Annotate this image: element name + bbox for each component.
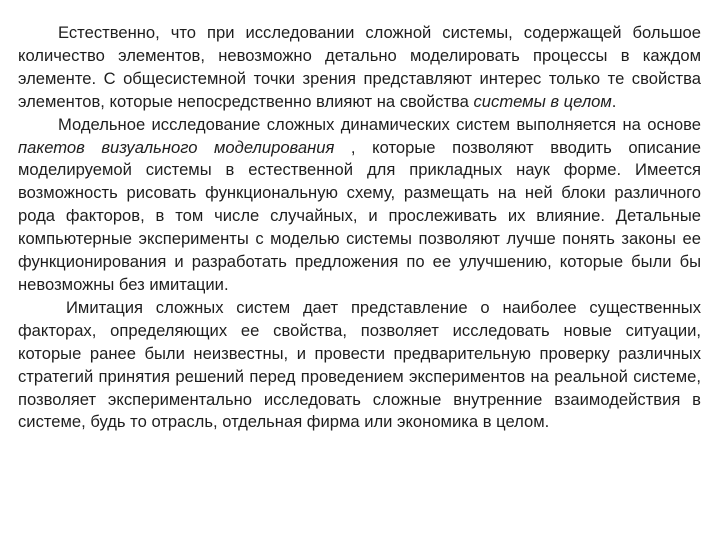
paragraph-1-end: . bbox=[611, 91, 617, 111]
paragraph-2 bbox=[18, 114, 701, 297]
paragraph-3 bbox=[18, 297, 701, 434]
paragraph-2-text-start: Модельное исследование сложных динамических систем выполняется на основе bbox=[58, 114, 701, 134]
paragraph-1-emphasis: системы в целом bbox=[473, 91, 612, 111]
paragraph-1 bbox=[18, 22, 701, 114]
paragraph-2-text-end: , которые позволяют вводить описание моделируемой системы в естественной для прикладных наук форме. Имеется возможность рисовать функциональную схему, размещать на ней блоки различного рода факторов, в том числе случайных, и прослеживать их влияние. Детальные компьютерные эксперименты с моделью системы позволяют лучше понять законы ее функционирования и разработать предложения по ее улучшению, которые были бы невозможны без имитации. bbox=[18, 137, 701, 294]
document-page bbox=[18, 22, 701, 434]
paragraph-1-text: Естественно, что при исследовании сложной системы, содержащей большое количество элементов, невозможно детально моделировать процессы в каждом элементе. С общесистемной точки зрения представляют интерес только те свойства элементов, которые непосредственно влияют на свойства bbox=[18, 23, 701, 111]
paragraph-2-emphasis: пакетов визуального моделирования bbox=[18, 137, 335, 157]
paragraph-3-text: Имитация сложных систем дает представление о наиболее существенных факторах, определяющих ее свойства, позволяет исследовать новые ситуации, которые ранее были неизвестны, и провести предварительную проверку различных стратегий принятия решений перед проведением экспериментов на реальной системе, позволяет экспериментально исследовать сложные внутренние взаимодействия в системе, будь то отрасль, отдельная фирма или экономика в целом. bbox=[18, 297, 701, 432]
